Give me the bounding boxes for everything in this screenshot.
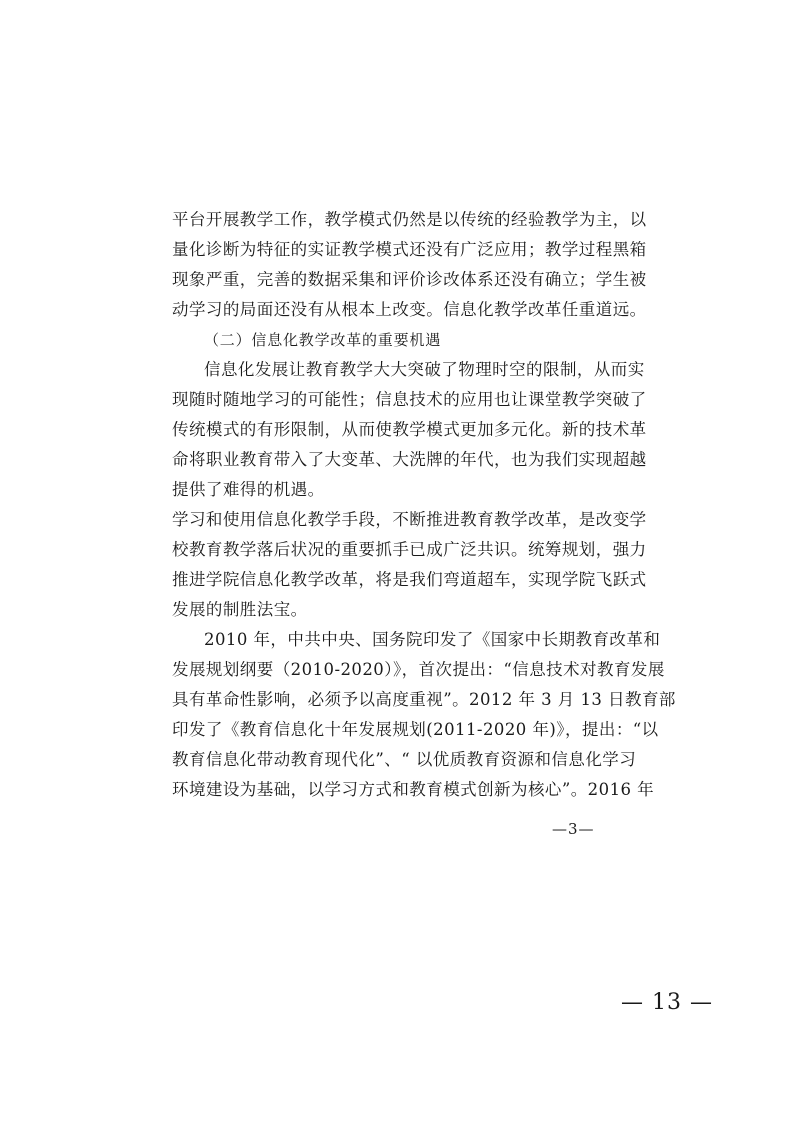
- text-line: 信息化发展让教育教学大大突破了物理时空的限制，从而实: [204, 360, 645, 379]
- text-line: 具有革命性影响，必须予以高度重视”。2012 年 3 月 13 日教育部: [172, 690, 676, 709]
- text-line: 印发了《教育信息化十年发展规划(2011-2020 年)》，提出：“以: [172, 720, 659, 739]
- outer-page-number: — 13 —: [621, 990, 713, 1015]
- text-line: 动学习的局面还没有从根本上改变。信息化教学改革任重道远。: [172, 300, 647, 319]
- text-line: 环境建设为基础，以学习方式和教育模式创新为核心”。2016 年: [172, 780, 655, 799]
- text-line: 2010 年，中共中央、国务院印发了《国家中长期教育改革和: [204, 630, 661, 649]
- text-line: 现象严重，完善的数据采集和评价诊改体系还没有确立；学生被: [172, 270, 647, 289]
- text-line: 平台开展教学工作，教学模式仍然是以传统的经验教学为主，以: [172, 210, 647, 229]
- text-line: 学习和使用信息化教学手段，不断推进教育教学改革，是改变学: [172, 510, 647, 529]
- text-line: 发展的制胜法宝。: [172, 600, 308, 619]
- section-heading: （二）信息化教学改革的重要机遇: [204, 331, 442, 349]
- text-line: 量化诊断为特征的实证教学模式还没有广泛应用；教学过程黑箱: [172, 240, 647, 259]
- text-line: 提供了难得的机遇。: [172, 480, 325, 499]
- text-line: 校教育教学落后状况的重要抓手已成广泛共识。统筹规划，强力: [172, 540, 647, 559]
- text-line: 命将职业教育带入了大变革、大洗牌的年代，也为我们实现超越: [172, 450, 647, 469]
- text-line: 教育信息化带动教育现代化”、“ 以优质教育资源和信息化学习: [172, 750, 637, 769]
- text-line: 发展规划纲要（2010-2020）》，首次提出：“信息技术对教育发展: [172, 660, 665, 679]
- text-line: 推进学院信息化教学改革，将是我们弯道超车，实现学院飞跃式: [172, 570, 647, 589]
- text-line: 现随时随地学习的可能性；信息技术的应用也让课堂教学突破了: [172, 390, 647, 409]
- text-line: 传统模式的有形限制，从而使教学模式更加多元化。新的技术革: [172, 420, 647, 439]
- inner-page-number: —3—: [552, 820, 595, 838]
